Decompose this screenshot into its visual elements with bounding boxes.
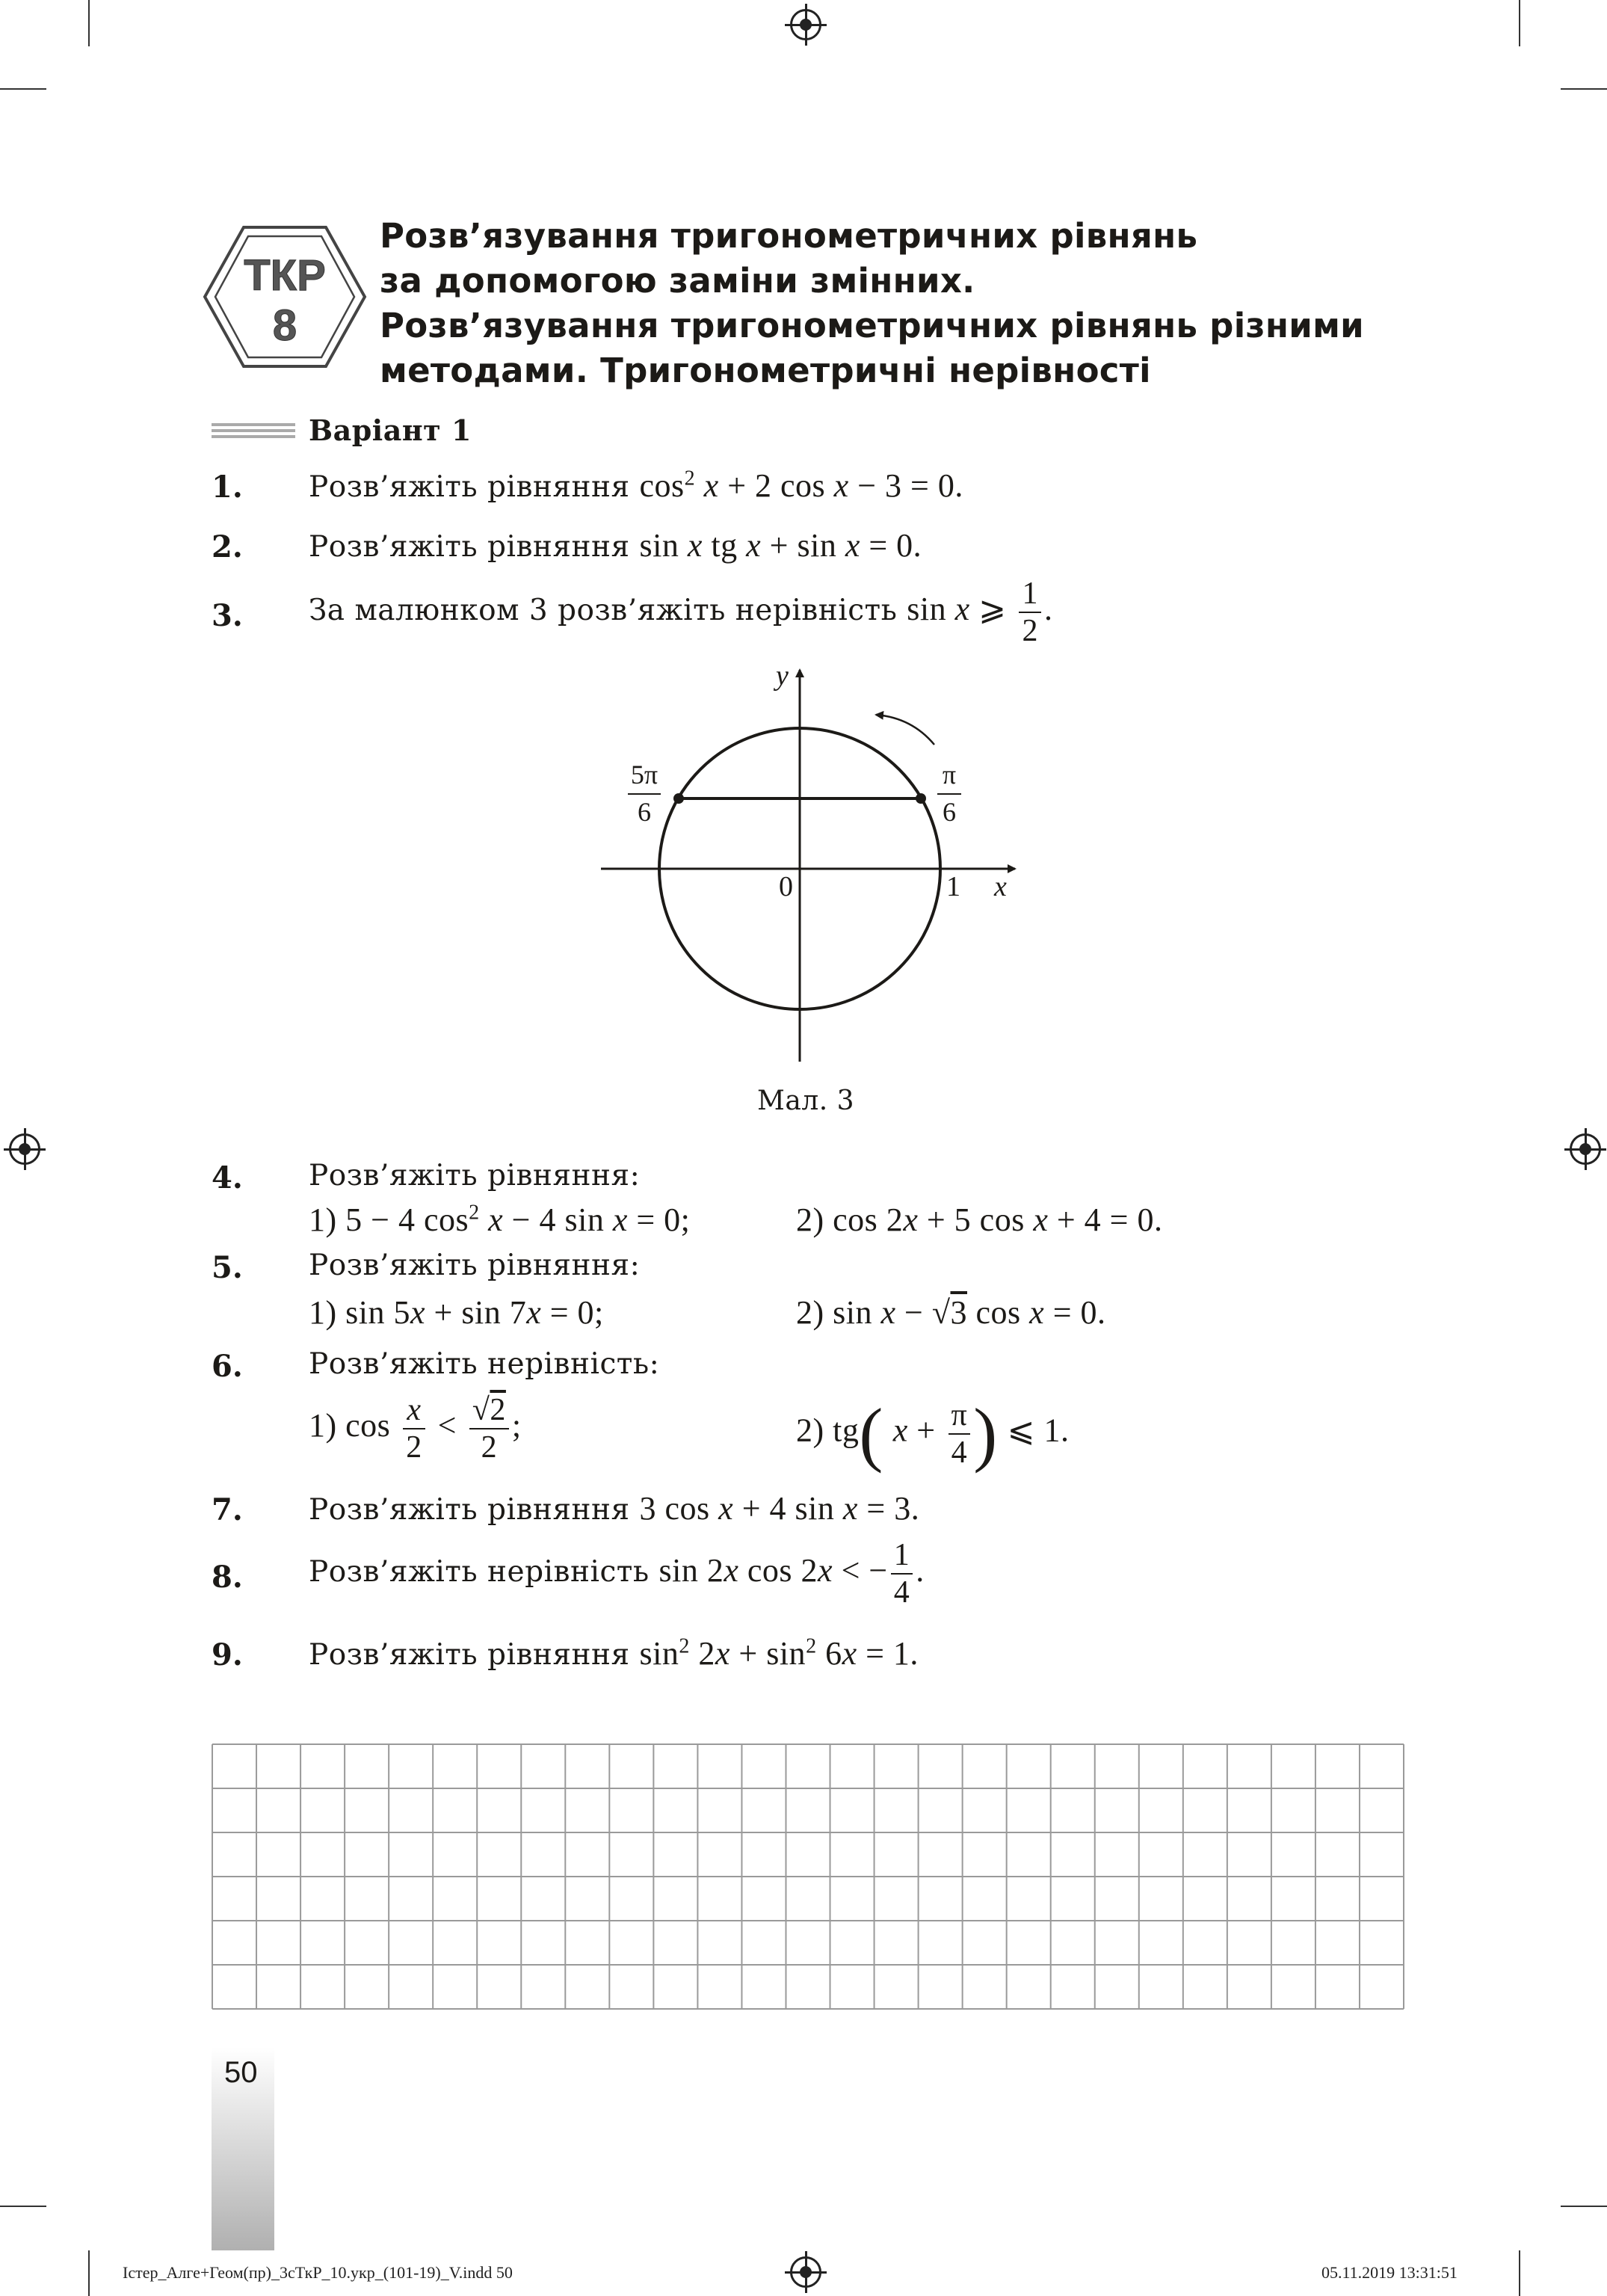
task-5-part-1: 1) sin 5x + sin 7x = 0; [309,1294,604,1331]
task-6-heading: Розв’яжіть нерівність: [309,1347,660,1381]
page-number: 50 [224,2056,258,2089]
task-1: Розв’яжіть рівняння $\cos^2 x + 2$ cos x − 3 = 0. [309,467,963,504]
registration-mark-top [790,9,821,40]
title-line-2: за допомогою заміни змінних. [380,261,975,301]
crop-line [1561,2206,1607,2207]
crop-line [88,0,90,46]
crop-line [0,2206,46,2207]
title-line-4: методами. Тригонометричні нерівності [380,351,1151,390]
task-number: 7. [212,1492,243,1527]
task-4-heading: Розв’яжіть рівняння: [309,1159,641,1192]
task-9: Розв’яжіть рівняння $\sin^2 2x + \sin^2 6x = 1$. [309,1634,919,1672]
task-text: За малюнком 3 розв’яжіть нерівність [309,594,898,627]
task-7: Розв’яжіть рівняння 3 cos x + 4 sin x = 3. [309,1490,920,1527]
registration-mark-bottom [790,2256,821,2288]
label-pi-numerator: π [942,760,957,790]
variant-rule [212,423,295,437]
task-number: 8. [212,1560,243,1595]
badge-line2: 8 [272,301,297,350]
task-8: Розв’яжіть нерівність sin 2x cos 2x < − $\frac{1}{4}$ . [309,1538,925,1610]
task-number: 1. [212,470,243,505]
task-text: Розв’яжіть рівняння [309,470,630,504]
task-5-part-2: 2) sin x − √3 cos x = 0. [796,1294,1106,1331]
footer-date: 05.11.2019 13:31:51 [1321,2263,1458,2282]
axis-x-label: x [994,871,1007,902]
task-text: Розв’яжіть нерівність [309,1555,650,1589]
figure-caption: Мал. 3 [757,1086,854,1116]
task-5-heading: Розв’яжіть рівняння: [309,1249,641,1282]
task-6-part-1: 1) cos $\frac{x}{2}$ < $\frac{√2}{2}$ ; [309,1393,522,1465]
task-6-part-2: 2) tg( x + $\frac{\pi}{4}$ ) ⩽ 1. [796,1394,1070,1474]
unit-circle-figure [590,658,1039,1077]
footer-file: Істер_Алге+Геом(пр)_3сТкР_10.укр_(101-19)_V.indd 50 [123,2263,513,2282]
task-number: 9. [212,1637,243,1672]
label-5pi-denominator: 6 [638,797,651,827]
task-text: Розв’яжіть рівняння [309,530,630,564]
answer-grid [212,1743,1404,2010]
registration-mark-right [1570,1133,1601,1165]
point-pi-6 [916,793,926,804]
registration-mark-left [9,1133,40,1165]
task-number: 5. [212,1250,243,1285]
label-pi-denominator: 6 [943,797,956,827]
badge-line1: ТКР [244,251,326,300]
crop-line [1519,2250,1520,2296]
title-line-1: Розв’язування тригонометричних рівнянь [380,216,1198,256]
task-4-part-2: 2) cos 2x + 5 cos x + 4 = 0. [796,1201,1163,1238]
variant-heading: Варіант 1 [309,413,472,447]
direction-arrow [876,715,934,745]
crop-line [1519,0,1520,46]
task-number: 6. [212,1349,243,1384]
crop-line [0,88,46,90]
axis-y-label: y [776,660,789,692]
task-4-part-1: 1) 5 − 4 $\cos^2 x - 4$ sin x = 0; [309,1201,691,1238]
task-text: Розв’яжіть рівняння [309,1493,630,1527]
task-number: 3. [212,598,243,633]
label-5pi-numerator: 5π [630,760,658,790]
tkr-badge [202,224,368,369]
task-number: 2. [212,529,243,564]
crop-line [88,2250,90,2296]
crop-line [1561,88,1607,90]
task-number: 4. [212,1160,243,1195]
task-3: За малюнком 3 розв’яжіть нерівність sin x ⩾ $\frac{1}{2}$ . [309,576,1053,648]
task-2: Розв’яжіть рівняння sin x tg x + sin x = 0. [309,527,922,564]
origin-label: 0 [779,871,793,902]
task-text: Розв’яжіть рівняння [309,1638,630,1672]
point-5pi-6 [673,793,684,804]
title-line-3: Розв’язування тригонометричних рівнянь різними [380,306,1364,345]
one-label: 1 [946,871,960,902]
